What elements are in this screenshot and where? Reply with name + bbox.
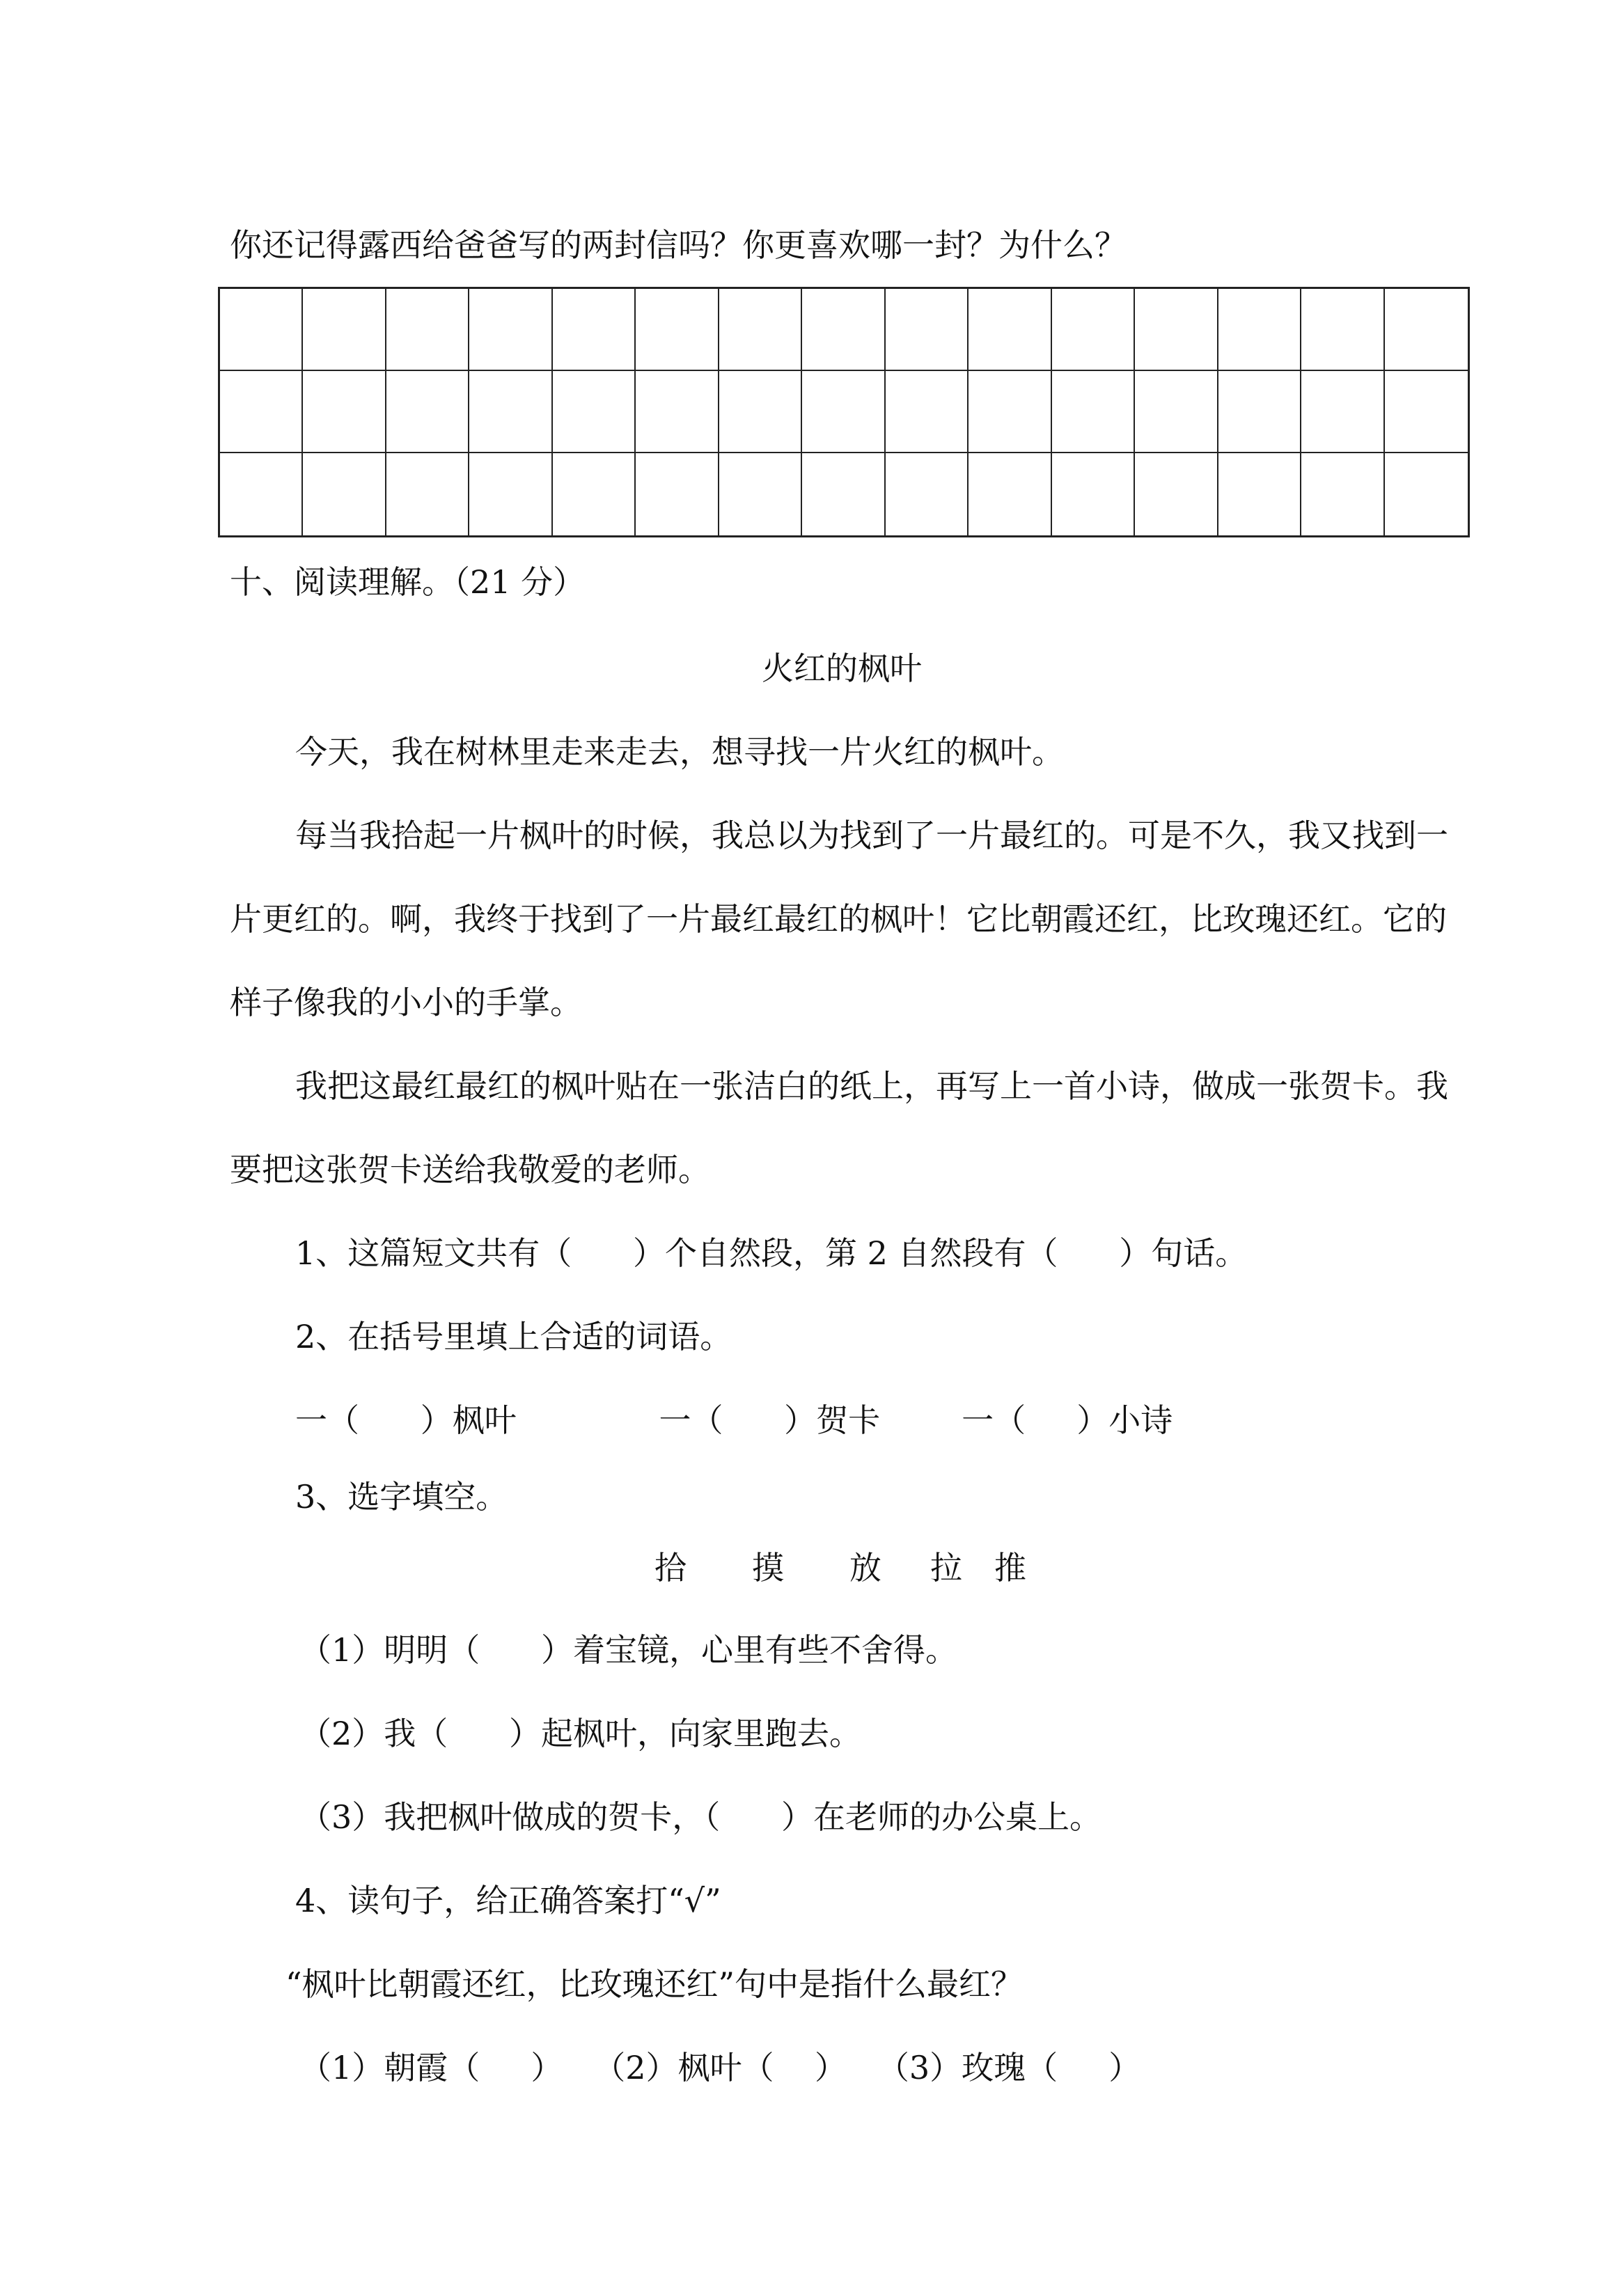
grid-cell[interactable] bbox=[969, 289, 1051, 371]
question-2: 2、在括号里填上合适的词语。 bbox=[295, 1318, 732, 1355]
grid-cell[interactable] bbox=[1385, 289, 1468, 371]
grid-cell[interactable] bbox=[969, 371, 1051, 453]
grid-cell[interactable] bbox=[1385, 453, 1468, 535]
grid-cell[interactable] bbox=[303, 453, 386, 535]
grid-cell[interactable] bbox=[1135, 453, 1218, 535]
grid-cell[interactable] bbox=[1301, 453, 1384, 535]
grid-cell[interactable] bbox=[802, 371, 885, 453]
question-4-sentence: “枫叶比朝霞还红，比玫瑰还红”句中是指什么最红？ bbox=[285, 1965, 1024, 2003]
grid-cell[interactable] bbox=[886, 289, 969, 371]
grid-cell[interactable] bbox=[1135, 289, 1218, 371]
grid-cell[interactable] bbox=[469, 371, 552, 453]
question-3-item-2: （2）我（ ）起枫叶，向家里跑去。 bbox=[299, 1715, 861, 1752]
choice-word: 放 bbox=[849, 1549, 881, 1587]
grid-cell[interactable] bbox=[553, 453, 636, 535]
question-3-item-1: （1）明明（ ）着宝镜，心里有些不舍得。 bbox=[299, 1631, 957, 1669]
grid-cell[interactable] bbox=[1052, 371, 1135, 453]
grid-cell[interactable] bbox=[553, 289, 636, 371]
question-4-options: （1）朝霞（ ） （2）枫叶（ ） （3）玫瑰（ ） bbox=[299, 2049, 1141, 2086]
writing-prompt: 你还记得露西给爸爸写的两封信吗？你更喜欢哪一封？为什么？ bbox=[230, 226, 1127, 264]
section-heading: 十、阅读理解。（21 分） bbox=[230, 563, 586, 601]
question-3-item-3: （3）我把枫叶做成的贺卡，（ ）在老师的办公桌上。 bbox=[299, 1798, 1101, 1836]
grid-cell[interactable] bbox=[469, 453, 552, 535]
question-3: 3、选字填空。 bbox=[295, 1478, 508, 1516]
grid-cell[interactable] bbox=[636, 289, 719, 371]
grid-cell[interactable] bbox=[1218, 371, 1301, 453]
grid-cell[interactable] bbox=[802, 289, 885, 371]
passage-paragraph-2-line-1: 每当我拾起一片枫叶的时候，我总以为找到了一片最红的。可是不久，我又找到一 bbox=[295, 817, 1448, 854]
grid-cell[interactable] bbox=[1052, 289, 1135, 371]
passage-paragraph-3-line-2: 要把这张贺卡送给我敬爱的老师。 bbox=[230, 1151, 710, 1188]
grid-cell[interactable] bbox=[719, 453, 802, 535]
grid-cell[interactable] bbox=[886, 371, 969, 453]
grid-cell[interactable] bbox=[636, 453, 719, 535]
grid-cell[interactable] bbox=[886, 453, 969, 535]
grid-cell[interactable] bbox=[303, 289, 386, 371]
grid-cell[interactable] bbox=[553, 371, 636, 453]
choice-word: 拉 bbox=[930, 1549, 962, 1587]
choice-word: 摸 bbox=[752, 1549, 784, 1587]
passage-paragraph-1: 今天，我在树林里走来走去，想寻找一片火红的枫叶。 bbox=[295, 733, 1064, 771]
grid-cell[interactable] bbox=[1218, 289, 1301, 371]
choice-word: 推 bbox=[994, 1549, 1026, 1587]
grid-cell[interactable] bbox=[969, 453, 1051, 535]
grid-cell[interactable] bbox=[802, 453, 885, 535]
grid-cell[interactable] bbox=[1301, 289, 1384, 371]
grid-cell[interactable] bbox=[1301, 371, 1384, 453]
question-1: 1、这篇短文共有（ ）个自然段，第 2 自然段有（ ）句话。 bbox=[295, 1234, 1248, 1272]
passage-paragraph-2-line-3: 样子像我的小小的手掌。 bbox=[230, 984, 582, 1021]
grid-cell[interactable] bbox=[719, 289, 802, 371]
grid-cell[interactable] bbox=[1218, 453, 1301, 535]
writing-grid[interactable] bbox=[218, 287, 1470, 537]
grid-cell[interactable] bbox=[1135, 371, 1218, 453]
grid-cell[interactable] bbox=[719, 371, 802, 453]
choice-word: 拾 bbox=[654, 1549, 687, 1587]
grid-cell[interactable] bbox=[1052, 453, 1135, 535]
question-4: 4、读句子，给正确答案打“√” bbox=[295, 1882, 721, 1919]
question-2-blanks: 一（ ）枫叶 一（ ）贺卡 一（ ）小诗 bbox=[295, 1401, 1173, 1439]
passage-paragraph-2-line-2: 片更红的。啊，我终于找到了一片最红最红的枫叶！它比朝霞还红，比玫瑰还红。它的 bbox=[230, 900, 1447, 938]
grid-cell[interactable] bbox=[220, 371, 303, 453]
passage-paragraph-3-line-1: 我把这最红最红的枫叶贴在一张洁白的纸上，再写上一首小诗，做成一张贺卡。我 bbox=[295, 1067, 1448, 1105]
grid-cell[interactable] bbox=[1385, 371, 1468, 453]
grid-cell[interactable] bbox=[386, 453, 469, 535]
grid-cell[interactable] bbox=[220, 289, 303, 371]
passage-title: 火红的枫叶 bbox=[762, 650, 922, 687]
grid-cell[interactable] bbox=[386, 371, 469, 453]
grid-cell[interactable] bbox=[220, 453, 303, 535]
grid-cell[interactable] bbox=[469, 289, 552, 371]
grid-cell[interactable] bbox=[303, 371, 386, 453]
grid-cell[interactable] bbox=[386, 289, 469, 371]
grid-cell[interactable] bbox=[636, 371, 719, 453]
